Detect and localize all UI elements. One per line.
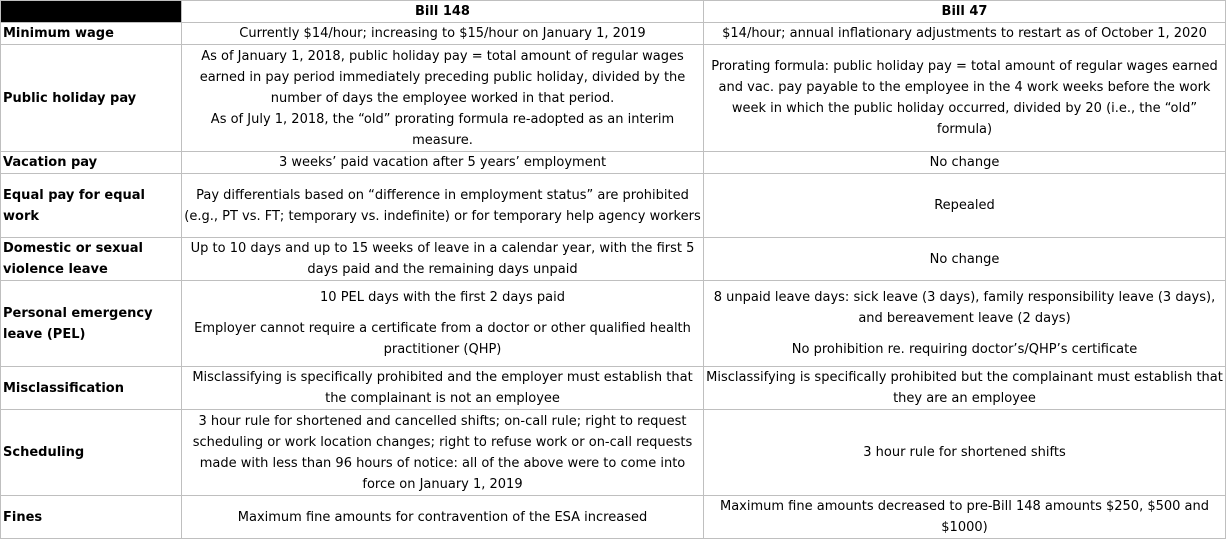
header-bill-47: Bill 47: [704, 1, 1226, 23]
bill-47-cell: 3 hour rule for shortened shifts: [704, 410, 1226, 496]
header-bill-148: Bill 148: [182, 1, 704, 23]
bill-47-cell: [704, 281, 1226, 367]
bill-148-cell: [182, 281, 704, 367]
cell-paragraph: As of January 1, 2018, public holiday pay = total amount of regular wages earned in pay period immediately preceding public holiday, divided by the number of days the employee worked in that period.: [199, 48, 686, 106]
table-row: [1, 281, 1226, 367]
table-row: [1, 174, 1226, 238]
table-row: [1, 367, 1226, 410]
table-row: [1, 238, 1226, 281]
paragraph-gap: [184, 308, 701, 318]
row-label: Equal pay for equal work: [1, 174, 182, 238]
bill-47-cell: $14/hour; annual inflationary adjustments to restart as of October 1, 2020: [704, 23, 1226, 45]
paragraph-gap: [706, 329, 1223, 339]
row-label: Personal emergency leave (PEL): [1, 281, 182, 367]
bill-148-cell: Pay differentials based on “difference in employment status” are prohibited (e.g., PT vs. FT; temporary vs. indefinite) or for temporary help agency workers: [182, 174, 704, 238]
table-row: [1, 45, 1226, 152]
bill-47-cell: Misclassifying is specifically prohibited but the complainant must establish that they are an employee: [704, 367, 1226, 410]
bill-47-cell: Maximum fine amounts decreased to pre-Bill 148 amounts $250, $500 and $1000): [704, 496, 1226, 539]
bill-47-cell: Repealed: [704, 174, 1226, 238]
header-row: [1, 1, 1226, 23]
row-label: Public holiday pay: [1, 45, 182, 152]
bill-47-cell: No change: [704, 152, 1226, 174]
header-corner-cell: [1, 1, 182, 23]
row-label: Scheduling: [1, 410, 182, 496]
cell-paragraph: As of July 1, 2018, the “old” prorating formula re-adopted as an interim measure.: [210, 111, 675, 148]
row-label: Minimum wage: [1, 23, 182, 45]
row-label: Domestic or sexual violence leave: [1, 238, 182, 281]
bill-47-cell: Prorating formula: public holiday pay = total amount of regular wages earned and vac. pay payable to the employee in the 4 work weeks before the work week in which the public holiday occurred, divided by 20 (i.e., the “old” formula): [704, 45, 1226, 152]
bill-148-cell: [182, 45, 704, 152]
cell-paragraph: 10 PEL days with the first 2 days paid: [320, 290, 565, 305]
table-row: [1, 152, 1226, 174]
bill-148-cell: 3 hour rule for shortened and cancelled shifts; on-call rule; right to request scheduling or work location changes; right to refuse work or on-call requests made with less than 96 hours of notice: all of the above were to come into force on January 1, 2019: [182, 410, 704, 496]
cell-paragraph: Employer cannot require a certificate from a doctor or other qualified health practitioner (QHP): [194, 321, 691, 357]
table-row: [1, 496, 1226, 539]
bill-148-cell: Up to 10 days and up to 15 weeks of leave in a calendar year, with the first 5 days paid and the remaining days unpaid: [182, 238, 704, 281]
bill-47-cell: No change: [704, 238, 1226, 281]
table-row: [1, 410, 1226, 496]
bill-148-cell: Maximum fine amounts for contravention of the ESA increased: [182, 496, 704, 539]
bill-148-cell: Misclassifying is specifically prohibited and the employer must establish that the complainant is not an employee: [182, 367, 704, 410]
table-row: [1, 23, 1226, 45]
cell-paragraph: No prohibition re. requiring doctor’s/QHP’s certificate: [791, 342, 1138, 357]
bill-148-cell: Currently $14/hour; increasing to $15/hour on January 1, 2019: [182, 23, 704, 45]
row-label: Fines: [1, 496, 182, 539]
cell-paragraph: 8 unpaid leave days: sick leave (3 days), family responsibility leave (3 days), and bereavement leave (2 days): [713, 290, 1216, 326]
bill-148-cell: 3 weeks’ paid vacation after 5 years’ employment: [182, 152, 704, 174]
row-label: Misclassification: [1, 367, 182, 410]
row-label: Vacation pay: [1, 152, 182, 174]
